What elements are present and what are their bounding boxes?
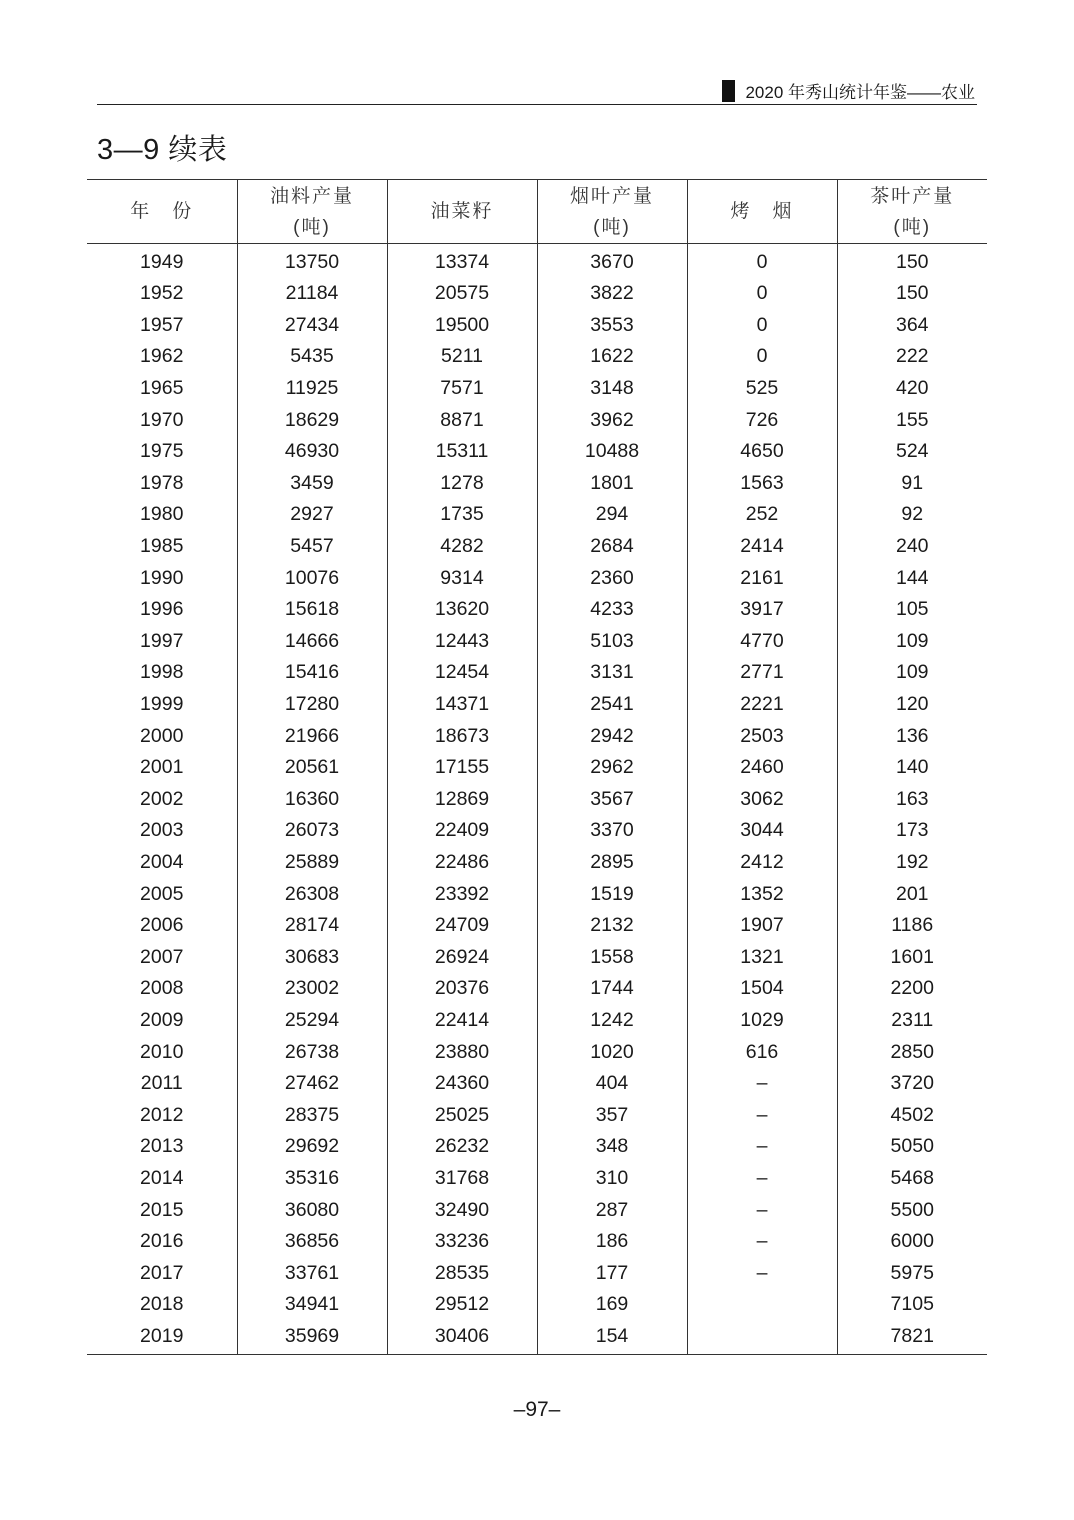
cell-oilseed-output: 33761 — [237, 1257, 387, 1289]
cell-oilseed-output: 3459 — [237, 468, 387, 500]
cell-rapeseed: 20376 — [387, 973, 537, 1005]
cell-tea-output: 1601 — [837, 941, 987, 973]
table-row — [87, 1226, 987, 1258]
cell-tobacco-output: 310 — [537, 1163, 687, 1195]
table-row — [87, 1289, 987, 1321]
cell-tea-output: 3720 — [837, 1068, 987, 1100]
cell-oilseed-output: 11925 — [237, 373, 387, 405]
cell-tea-output: 2311 — [837, 1005, 987, 1037]
table-row — [87, 910, 987, 942]
table-row — [87, 752, 987, 784]
cell-oilseed-output: 28375 — [237, 1099, 387, 1131]
cell-flue-cured-tobacco: 1352 — [687, 878, 837, 910]
table-body — [87, 244, 987, 1355]
cell-rapeseed: 23880 — [387, 1036, 537, 1068]
cell-oilseed-output: 36856 — [237, 1226, 387, 1258]
cell-tea-output: 5975 — [837, 1257, 987, 1289]
column-header-line: 茶叶产量 — [870, 185, 955, 207]
cell-year: 2001 — [140, 756, 184, 779]
cell-flue-cured-tobacco: – — [687, 1194, 837, 1226]
cell-tobacco-output: 5103 — [537, 626, 687, 658]
cell-tea-output: 144 — [837, 562, 987, 594]
cell-oilseed-output: 5457 — [237, 531, 387, 563]
table-row — [87, 847, 987, 879]
cell-year: 1999 — [140, 693, 184, 716]
cell-year: 2000 — [140, 724, 184, 747]
cell-rapeseed: 12869 — [387, 784, 537, 816]
table-row — [87, 1163, 987, 1195]
column-header-rapeseed — [387, 180, 537, 244]
cell-flue-cured-tobacco: 726 — [687, 404, 837, 436]
cell-oilseed-output: 2927 — [237, 499, 387, 531]
table-row — [87, 499, 987, 531]
cell-rapeseed: 33236 — [387, 1226, 537, 1258]
cell-flue-cured-tobacco — [687, 1321, 837, 1355]
cell-tobacco-output: 1020 — [537, 1036, 687, 1068]
cell-rapeseed: 13374 — [387, 244, 537, 279]
cell-rapeseed: 24360 — [387, 1068, 537, 1100]
cell-flue-cured-tobacco: 1907 — [687, 910, 837, 942]
column-header-line: 油料产量 — [269, 185, 354, 207]
cell-year: 1970 — [140, 408, 184, 431]
column-header-line: 年 份 — [130, 201, 194, 222]
data-table — [87, 179, 987, 1355]
cell-oilseed-output: 23002 — [237, 973, 387, 1005]
table-row — [87, 1131, 987, 1163]
table-row — [87, 341, 987, 373]
cell-tobacco-output: 2684 — [537, 531, 687, 563]
cell-flue-cured-tobacco: – — [687, 1099, 837, 1131]
cell-flue-cured-tobacco: – — [687, 1226, 837, 1258]
cell-tobacco-output: 1242 — [537, 1005, 687, 1037]
cell-rapeseed: 24709 — [387, 910, 537, 942]
cell-tobacco-output: 10488 — [537, 436, 687, 468]
cell-year: 2009 — [140, 1008, 184, 1031]
table-row — [87, 941, 987, 973]
cell-tea-output: 5050 — [837, 1131, 987, 1163]
cell-tobacco-output: 1519 — [537, 878, 687, 910]
cell-year: 1965 — [140, 377, 184, 400]
cell-tea-output: 240 — [837, 531, 987, 563]
cell-rapeseed: 23392 — [387, 878, 537, 910]
cell-flue-cured-tobacco: 616 — [687, 1036, 837, 1068]
cell-rapeseed: 4282 — [387, 531, 537, 563]
header-block-marker — [722, 80, 735, 102]
cell-year: 2012 — [140, 1103, 184, 1126]
cell-year: 1975 — [140, 440, 184, 463]
cell-year: 1957 — [140, 313, 184, 336]
cell-flue-cured-tobacco: 1029 — [687, 1005, 837, 1037]
page-number: –97– — [513, 1398, 561, 1421]
table-row — [87, 436, 987, 468]
cell-year: 1978 — [140, 471, 184, 494]
cell-flue-cured-tobacco: 2161 — [687, 562, 837, 594]
cell-oilseed-output: 5435 — [237, 341, 387, 373]
cell-rapeseed: 26232 — [387, 1131, 537, 1163]
cell-oilseed-output: 15416 — [237, 657, 387, 689]
cell-oilseed-output: 28174 — [237, 910, 387, 942]
cell-tea-output: 7821 — [837, 1321, 987, 1355]
cell-flue-cured-tobacco: – — [687, 1131, 837, 1163]
cell-flue-cured-tobacco: 0 — [687, 278, 837, 310]
cell-rapeseed: 15311 — [387, 436, 537, 468]
cell-rapeseed: 1735 — [387, 499, 537, 531]
cell-year: 1952 — [140, 282, 184, 305]
cell-tobacco-output: 3670 — [537, 244, 687, 279]
cell-oilseed-output: 26308 — [237, 878, 387, 910]
cell-tea-output: 150 — [837, 278, 987, 310]
table-row — [87, 1194, 987, 1226]
cell-year: 2007 — [140, 945, 184, 968]
cell-tobacco-output: 3370 — [537, 815, 687, 847]
cell-year: 2019 — [87, 1321, 237, 1355]
cell-flue-cured-tobacco: 4770 — [687, 626, 837, 658]
cell-tobacco-output: 2360 — [537, 562, 687, 594]
table-row — [87, 626, 987, 658]
cell-tea-output: 120 — [837, 689, 987, 721]
cell-flue-cured-tobacco: 525 — [687, 373, 837, 405]
cell-year: 2006 — [140, 914, 184, 937]
cell-tobacco-output: 357 — [537, 1099, 687, 1131]
table-row — [87, 973, 987, 1005]
cell-tobacco-output: 3148 — [537, 373, 687, 405]
cell-tobacco-output: 2942 — [537, 720, 687, 752]
cell-tea-output: 140 — [837, 752, 987, 784]
table-row — [87, 594, 987, 626]
cell-rapeseed: 1278 — [387, 468, 537, 500]
table-row — [87, 784, 987, 816]
cell-year: 2014 — [140, 1166, 184, 1189]
column-header-tea-output — [837, 180, 987, 244]
cell-flue-cured-tobacco: 252 — [687, 499, 837, 531]
cell-tobacco-output: 294 — [537, 499, 687, 531]
cell-year: 1990 — [140, 566, 184, 589]
cell-year: 2018 — [140, 1293, 184, 1316]
cell-rapeseed: 13620 — [387, 594, 537, 626]
cell-oilseed-output: 17280 — [237, 689, 387, 721]
cell-tobacco-output: 3553 — [537, 310, 687, 342]
cell-oilseed-output: 36080 — [237, 1194, 387, 1226]
cell-oilseed-output: 25889 — [237, 847, 387, 879]
cell-tobacco-output: 1744 — [537, 973, 687, 1005]
cell-rapeseed: 30406 — [387, 1321, 537, 1355]
table-row — [87, 404, 987, 436]
cell-rapeseed: 12443 — [387, 626, 537, 658]
cell-year: 1998 — [140, 661, 184, 684]
table-row — [87, 689, 987, 721]
cell-rapeseed: 20575 — [387, 278, 537, 310]
table-row — [87, 1321, 987, 1355]
cell-tea-output: 420 — [837, 373, 987, 405]
cell-tobacco-output: 1801 — [537, 468, 687, 500]
column-header-line: 油菜籽 — [430, 201, 494, 222]
cell-tea-output: 2200 — [837, 973, 987, 1005]
cell-tea-output: 6000 — [837, 1226, 987, 1258]
cell-rapeseed: 31768 — [387, 1163, 537, 1195]
cell-oilseed-output: 21184 — [237, 278, 387, 310]
cell-tea-output: 92 — [837, 499, 987, 531]
cell-tobacco-output: 1622 — [537, 341, 687, 373]
cell-oilseed-output: 30683 — [237, 941, 387, 973]
cell-tea-output: 155 — [837, 404, 987, 436]
table-row — [87, 468, 987, 500]
table-row — [87, 244, 987, 279]
cell-tobacco-output: 2895 — [537, 847, 687, 879]
cell-flue-cured-tobacco: 0 — [687, 244, 837, 279]
column-header-unit: (吨) — [293, 216, 331, 238]
cell-oilseed-output: 14666 — [237, 626, 387, 658]
cell-year: 2003 — [140, 819, 184, 842]
column-header-year — [87, 180, 237, 244]
cell-oilseed-output: 15618 — [237, 594, 387, 626]
cell-rapeseed: 8871 — [387, 404, 537, 436]
cell-year: 1996 — [140, 598, 184, 621]
cell-rapeseed: 22414 — [387, 1005, 537, 1037]
cell-year: 2015 — [140, 1198, 184, 1221]
cell-tobacco-output: 404 — [537, 1068, 687, 1100]
cell-rapeseed: 29512 — [387, 1289, 537, 1321]
cell-flue-cured-tobacco: 2221 — [687, 689, 837, 721]
cell-year: 1997 — [140, 629, 184, 652]
cell-year: 2013 — [140, 1135, 184, 1158]
column-header-line: 烤 烟 — [730, 201, 794, 222]
cell-oilseed-output: 35316 — [237, 1163, 387, 1195]
cell-oilseed-output: 34941 — [237, 1289, 387, 1321]
cell-flue-cured-tobacco: 1504 — [687, 973, 837, 1005]
table-row — [87, 878, 987, 910]
table-row — [87, 657, 987, 689]
header-label — [722, 78, 975, 103]
cell-flue-cured-tobacco: 2503 — [687, 720, 837, 752]
cell-oilseed-output: 46930 — [237, 436, 387, 468]
column-header-unit: (吨) — [593, 216, 631, 238]
cell-flue-cured-tobacco: 0 — [687, 341, 837, 373]
cell-year: 1949 — [140, 251, 184, 273]
cell-flue-cured-tobacco: – — [687, 1163, 837, 1195]
cell-flue-cured-tobacco: 1321 — [687, 941, 837, 973]
table-row — [87, 815, 987, 847]
column-header-oilseed-output — [237, 180, 387, 244]
cell-tobacco-output: 287 — [537, 1194, 687, 1226]
cell-rapeseed: 26924 — [387, 941, 537, 973]
cell-year: 2002 — [140, 787, 184, 810]
cell-year: 2017 — [140, 1261, 184, 1284]
cell-tobacco-output: 3822 — [537, 278, 687, 310]
cell-flue-cured-tobacco: – — [687, 1257, 837, 1289]
cell-year: 2016 — [140, 1230, 184, 1253]
table-header — [87, 180, 987, 244]
cell-tea-output: 364 — [837, 310, 987, 342]
table-row — [87, 562, 987, 594]
cell-oilseed-output: 27462 — [237, 1068, 387, 1100]
cell-rapeseed: 14371 — [387, 689, 537, 721]
cell-tobacco-output: 1558 — [537, 941, 687, 973]
cell-year: 2008 — [140, 977, 184, 1000]
cell-tea-output: 1186 — [837, 910, 987, 942]
cell-tea-output: 4502 — [837, 1099, 987, 1131]
table-row — [87, 1005, 987, 1037]
cell-oilseed-output: 18629 — [237, 404, 387, 436]
cell-flue-cured-tobacco: 0 — [687, 310, 837, 342]
cell-year: 2004 — [140, 850, 184, 873]
cell-flue-cured-tobacco: – — [687, 1068, 837, 1100]
cell-rapeseed: 17155 — [387, 752, 537, 784]
cell-tobacco-output: 2541 — [537, 689, 687, 721]
cell-tobacco-output: 3962 — [537, 404, 687, 436]
cell-tobacco-output: 154 — [537, 1321, 687, 1355]
table-row — [87, 531, 987, 563]
cell-year: 1980 — [140, 503, 184, 526]
running-header — [97, 76, 977, 105]
cell-tobacco-output: 169 — [537, 1289, 687, 1321]
cell-tea-output: 136 — [837, 720, 987, 752]
cell-oilseed-output: 25294 — [237, 1005, 387, 1037]
cell-flue-cured-tobacco: 3062 — [687, 784, 837, 816]
cell-rapeseed: 22409 — [387, 815, 537, 847]
cell-tobacco-output: 2962 — [537, 752, 687, 784]
cell-rapeseed: 18673 — [387, 720, 537, 752]
cell-tobacco-output: 3567 — [537, 784, 687, 816]
cell-oilseed-output: 13750 — [237, 244, 387, 279]
cell-rapeseed: 9314 — [387, 562, 537, 594]
cell-flue-cured-tobacco: 2412 — [687, 847, 837, 879]
cell-tea-output: 5468 — [837, 1163, 987, 1195]
cell-oilseed-output: 29692 — [237, 1131, 387, 1163]
cell-flue-cured-tobacco — [687, 1289, 837, 1321]
cell-year: 1985 — [140, 535, 184, 558]
table-row — [87, 310, 987, 342]
table-row — [87, 1036, 987, 1068]
table-row — [87, 720, 987, 752]
cell-tea-output: 2850 — [837, 1036, 987, 1068]
cell-oilseed-output: 35969 — [237, 1321, 387, 1355]
cell-flue-cured-tobacco: 2771 — [687, 657, 837, 689]
table-title: 3—9 续表 — [97, 134, 228, 166]
cell-tea-output: 201 — [837, 878, 987, 910]
cell-flue-cured-tobacco: 2460 — [687, 752, 837, 784]
cell-tobacco-output: 177 — [537, 1257, 687, 1289]
header-text: 2020 年秀山统计年鉴——农业 — [745, 83, 975, 102]
cell-tea-output: 222 — [837, 341, 987, 373]
cell-rapeseed: 12454 — [387, 657, 537, 689]
cell-oilseed-output: 26738 — [237, 1036, 387, 1068]
cell-tobacco-output: 186 — [537, 1226, 687, 1258]
cell-rapeseed: 5211 — [387, 341, 537, 373]
table-row — [87, 373, 987, 405]
cell-oilseed-output: 16360 — [237, 784, 387, 816]
cell-rapeseed: 19500 — [387, 310, 537, 342]
cell-rapeseed: 22486 — [387, 847, 537, 879]
table-row — [87, 1099, 987, 1131]
header-row — [87, 180, 987, 244]
cell-oilseed-output: 20561 — [237, 752, 387, 784]
cell-rapeseed: 28535 — [387, 1257, 537, 1289]
cell-year: 2011 — [140, 1072, 183, 1095]
cell-tobacco-output: 4233 — [537, 594, 687, 626]
cell-rapeseed: 32490 — [387, 1194, 537, 1226]
cell-flue-cured-tobacco: 3917 — [687, 594, 837, 626]
cell-tea-output: 91 — [837, 468, 987, 500]
table-row — [87, 1068, 987, 1100]
cell-year: 2010 — [140, 1040, 184, 1063]
cell-tea-output: 150 — [837, 244, 987, 279]
cell-tea-output: 192 — [837, 847, 987, 879]
cell-tobacco-output: 348 — [537, 1131, 687, 1163]
cell-flue-cured-tobacco: 4650 — [687, 436, 837, 468]
column-header-flue-cured-tobacco — [687, 180, 837, 244]
table-row — [87, 278, 987, 310]
cell-tea-output: 163 — [837, 784, 987, 816]
cell-tea-output: 173 — [837, 815, 987, 847]
column-header-unit: (吨) — [893, 216, 932, 238]
cell-tea-output: 524 — [837, 436, 987, 468]
cell-oilseed-output: 21966 — [237, 720, 387, 752]
cell-tea-output: 105 — [837, 594, 987, 626]
cell-oilseed-output: 26073 — [237, 815, 387, 847]
column-header-line: 烟叶产量 — [569, 185, 654, 207]
cell-tobacco-output: 2132 — [537, 910, 687, 942]
cell-rapeseed: 7571 — [387, 373, 537, 405]
cell-flue-cured-tobacco: 2414 — [687, 531, 837, 563]
cell-year: 2005 — [140, 882, 184, 905]
cell-tea-output: 109 — [837, 626, 987, 658]
cell-rapeseed: 25025 — [387, 1099, 537, 1131]
cell-year: 1962 — [140, 345, 184, 368]
cell-flue-cured-tobacco: 1563 — [687, 468, 837, 500]
cell-tea-output: 7105 — [837, 1289, 987, 1321]
table-row — [87, 1257, 987, 1289]
cell-tobacco-output: 3131 — [537, 657, 687, 689]
cell-tea-output: 109 — [837, 657, 987, 689]
column-header-tobacco-output — [537, 180, 687, 244]
cell-oilseed-output: 10076 — [237, 562, 387, 594]
cell-flue-cured-tobacco: 3044 — [687, 815, 837, 847]
cell-tea-output: 5500 — [837, 1194, 987, 1226]
cell-oilseed-output: 27434 — [237, 310, 387, 342]
